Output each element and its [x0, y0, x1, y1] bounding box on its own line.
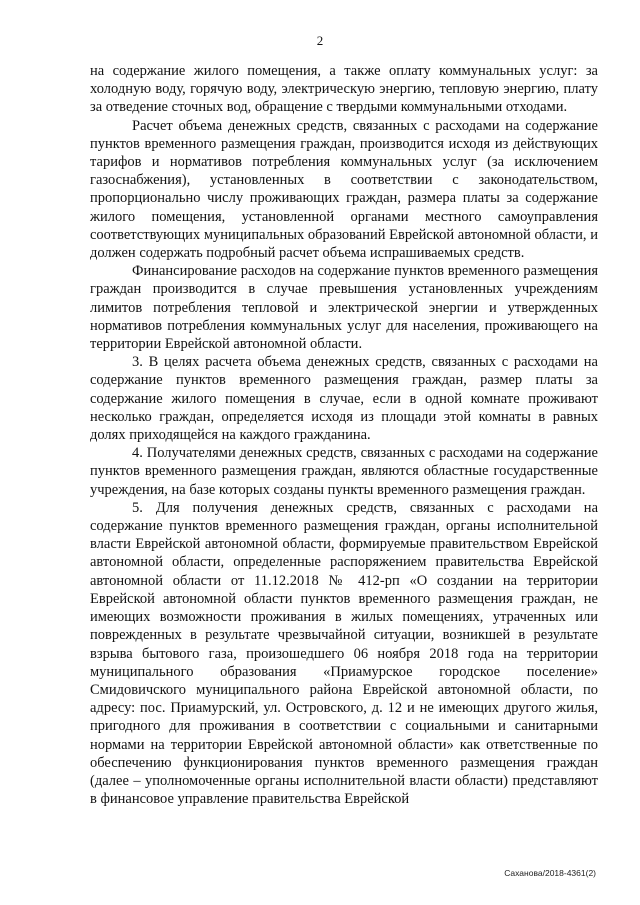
document-reference-code: Саханова/2018-4361(2) [504, 868, 596, 878]
paragraph-calculation: Расчет объема денежных средств, связанных с расходами на содержание пунктов временного размещения граждан, производится исходя из действующих тарифов и нормативов потребления коммунальных услуг (за исключением газоснабжения), установленных в соответствии с законодательством, пропорционально числу проживающих граждан, размера платы за содержание жилого помещения, установленной органами местного самоуправления соответствующих муниципальных образований Еврейской автономной области, и должен содержать подробный расчет объема испрашиваемых средств. [90, 117, 598, 262]
paragraph-financing: Финансирование расходов на содержание пунктов временного размещения граждан производится в случае превышения установленных учреждениям лимитов потребления тепловой и электрической энергии и утвержденных нормативов потребления коммунальных услуг для населения, проживающего на территории Еврейской автономной области. [90, 263, 598, 353]
paragraph-item-5: 5. Для получения денежных средств, связанных с расходами на содержание пунктов временного размещения граждан, органы исполнительной власти Еврейской автономной области, формируемые правительством Еврейской автономной области, определенные распоряжением правительства Еврейской автономной области от 11.12.2018 № 412-рп «О создании на территории Еврейской автономной области пунктов временного размещения граждан, не имеющих возможности проживания в жилых помещениях, утраченных или поврежденных в результате чрезвычайной ситуации, возникшей в результате взрыва бытового газа, произошедшего 06 ноября 2018 года на территории муниципального образования «Приамурское городское поселение» Смидовичского муниципального района Еврейской автономной области, по адресу: пос. Приамурский, ул. Островского, д. 12 и не имеющих другого жилья, пригодного для проживания в соответствии с социальными и санитарными нормами на территории Еврейской автономной области» как ответственные по обеспечению функционирования пунктов временного размещения граждан (далее – уполномоченные органы исполнительной власти области) представляют в финансовое управление правительства Еврейской [90, 499, 598, 808]
document-body [90, 62, 598, 808]
page-number: 2 [316, 33, 324, 48]
paragraph-item-4: 4. Получателями денежных средств, связанных с расходами на содержание пунктов временного размещения граждан, являются областные государственные учреждения, на базе которых созданы пункты временного размещения граждан. [90, 445, 598, 498]
paragraph-item-3: 3. В целях расчета объема денежных средств, связанных с расходами на содержание пунктов временного размещения граждан, размер платы за содержание жилого помещения в случае, если в одной комнате проживают несколько граждан, определяется исходя из площади этой комнаты в равных долях приходящейся на каждого гражданина. [90, 354, 598, 444]
paragraph-continuation: на содержание жилого помещения, а также оплату коммунальных услуг: за холодную воду, горячую воду, электрическую энергию, тепловую энергию, плату за отведение сточных вод, обращение с твердыми коммунальными отходами. [90, 63, 598, 116]
